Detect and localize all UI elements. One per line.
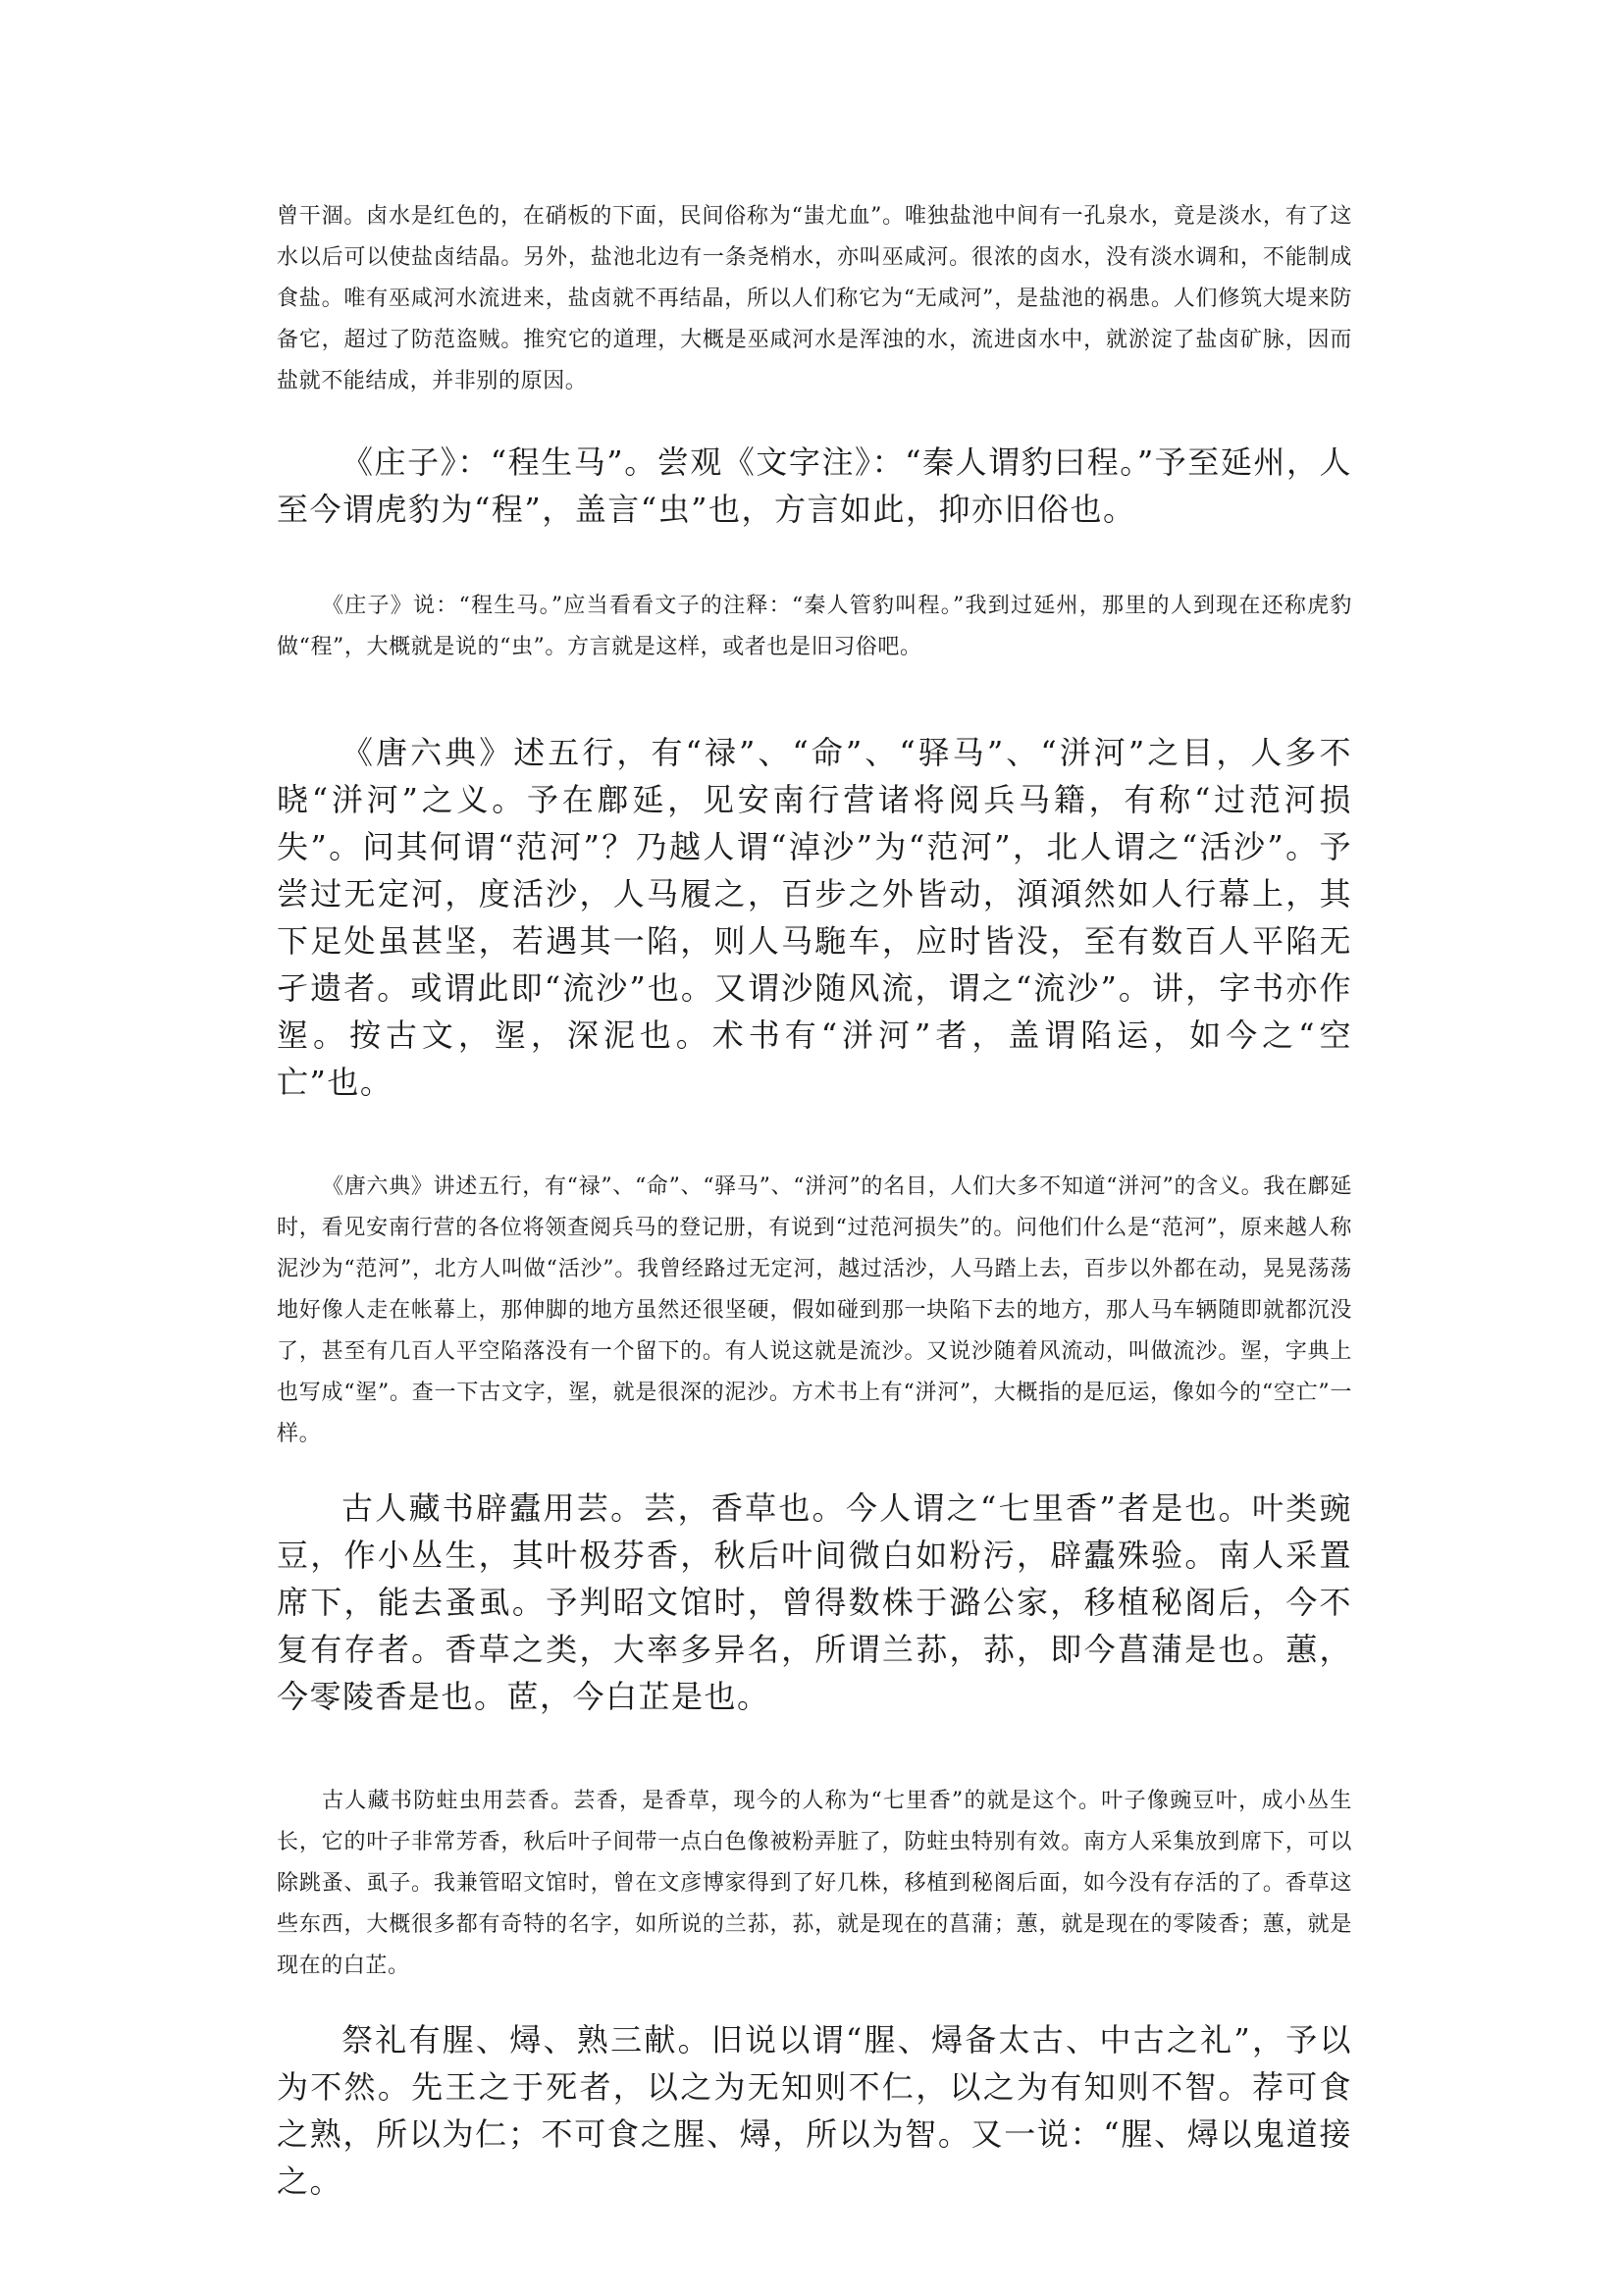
translation-paragraph: 古人藏书防蛀虫用芸香。芸香，是香草，现今的人称为“七里香”的就是这个。叶子像豌豆叶，成小丛生长，它的叶子非常芳香，秋后叶子间带一点白色像被粉弄脏了，防蛀虫特别有效。南方人采集放到席下，可以除跳蚤、虱子。我兼管昭文馆时，曾在文彦博家得到了好几株，移植到秘阁后面，如今没有存活的了。香草这些东西，大概很多都有奇特的名字，如所说的兰荪，荪，就是现在的菖蒲；蕙，就是现在的零陵香；蕙，就是现在的白芷。 <box>277 1789 1352 1978</box>
original-text-paragraph: 古人藏书辟蠹用芸。芸，香草也。今人谓之“七里香”者是也。叶类豌豆，作小丛生，其叶极芬香，秋后叶间微白如粉污，辟蠹殊验。南人采置席下，能去蚤虱。予判昭文馆时，曾得数株于潞公家，移植秘阁后，今不复有存者。香草之类，大率多异名，所谓兰荪，荪，即今菖蒲是也。蕙，今零陵香是也。茝，今白芷是也。 <box>277 1489 1352 1715</box>
translation-paragraph: 曾干涸。卤水是红色的，在硝板的下面，民间俗称为“蚩尤血”。唯独盐池中间有一孔泉水，竟是淡水，有了这水以后可以使盐卤结晶。另外，盐池北边有一条尧梢水，亦叫巫咸河。很浓的卤水，没有淡水调和，不能制成食盐。唯有巫咸河水流进来，盐卤就不再结晶，所以人们称它为“无咸河”，是盐池的祸患。人们修筑大堤来防备它，超过了防范盗贼。推究它的道理，大概是巫咸河水是浑浊的水，流进卤水中，就淤淀了盐卤矿脉，因而盐就不能结成，并非别的原因。 <box>277 204 1352 393</box>
document-page <box>277 196 1352 2205</box>
translation-paragraph: 《庄子》说：“程生马。”应当看看文子的注释：“秦人管豹叫程。”我到过延州，那里的人到现在还称虎豹做“程”，大概就是说的“虫”。方言就是这样，或者也是旧习俗吧。 <box>277 594 1352 659</box>
original-text-paragraph: 祭礼有腥、燖、熟三献。旧说以谓“腥、燖备太古、中古之礼”，予以为不然。先王之于死者，以之为无知则不仁，以之为有知则不智。荐可食之熟，所以为仁；不可食之腥、燖，所以为智。又一说：“腥、燖以鬼道接之。 <box>277 2021 1352 2200</box>
original-text-paragraph: 《唐六典》述五行，有“禄”、“命”、“驿马”、“洴河”之目，人多不晓“洴河”之义。予在鄜延，见安南行营诸将阅兵马籍，有称“过范河损失”。问其何谓“范河”？乃越人谓“淖沙”为“范河”，北人谓之“活沙”。予尝过无定河，度活沙，人马履之，百步之外皆动，澒澒然如人行幕上，其下足处虽甚坚，若遇其一陷，则人马駞车，应时皆没，至有数百人平陷无孑遗者。或谓此即“流沙”也。又谓沙随风流，谓之“流沙”。讲，字书亦作埿。按古文，埿，深泥也。术书有“洴河”者，盖谓陷运，如今之“空亡”也。 <box>277 734 1352 1101</box>
translation-paragraph: 《唐六典》讲述五行，有“禄”、“命”、“驿马”、“洴河”的名目，人们大多不知道“洴河”的含义。我在鄜延时，看见安南行营的各位将领查阅兵马的登记册，有说到“过范河损失”的。问他们什么是“范河”，原来越人称泥沙为“范河”，北方人叫做“活沙”。我曾经路过无定河，越过活沙，人马踏上去，百步以外都在动，晃晃荡荡地好像人走在帐幕上，那伸脚的地方虽然还很坚硬，假如碰到那一块陷下去的地方，那人马车辆随即就都沉没了，甚至有几百人平空陷落没有一个留下的。有人说这就是流沙。又说沙随着风流动，叫做流沙。埿，字典上也写成“埿”。查一下古文字，埿，就是很深的泥沙。方术书上有“洴河”，大概指的是厄运，像如今的“空亡”一样。 <box>277 1174 1352 1446</box>
original-text-paragraph: 《庄子》：“程生马”。尝观《文字注》：“秦人谓豹曰程。”予至延州，人至今谓虎豹为“程”，盖言“虫”也，方言如此，抑亦旧俗也。 <box>277 443 1352 528</box>
